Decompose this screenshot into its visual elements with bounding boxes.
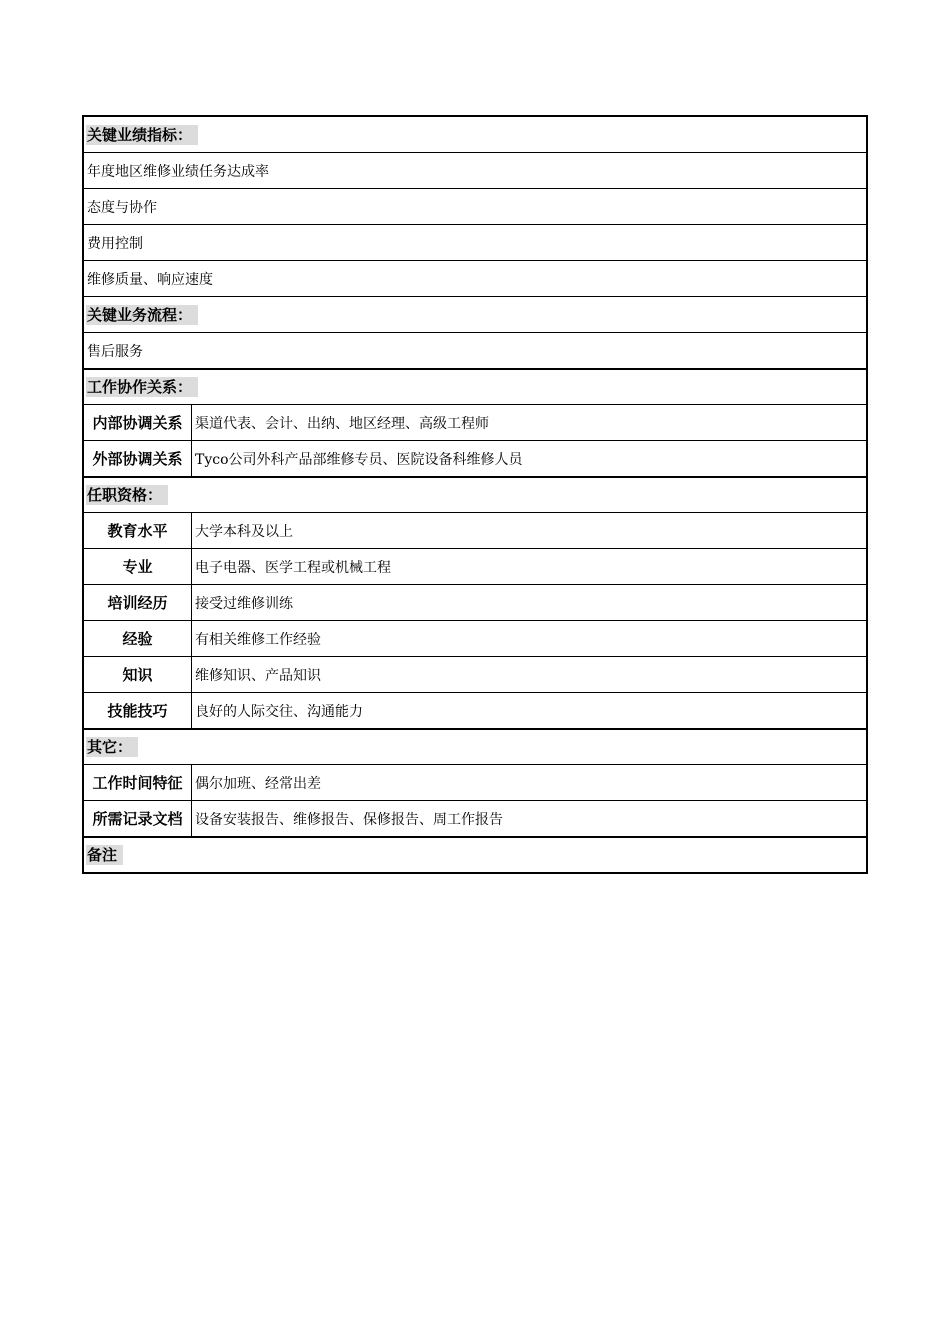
row-label: 知识 — [84, 657, 192, 692]
list-item — [84, 188, 866, 224]
section-title-other: 其它： — [86, 737, 138, 757]
table-row — [84, 512, 866, 548]
section-header-remarks — [84, 836, 866, 872]
process-item: 售后服务 — [87, 343, 143, 360]
row-value: 良好的人际交往、沟通能力 — [195, 703, 363, 720]
table-row — [84, 656, 866, 692]
section-header-qualifications — [84, 476, 866, 512]
section-title-remarks: 备注 — [86, 845, 123, 865]
row-label: 内部协调关系 — [84, 405, 192, 440]
list-item — [84, 224, 866, 260]
section-title-kpi: 关键业绩指标： — [86, 125, 198, 145]
section-title-qualifications: 任职资格： — [86, 485, 168, 505]
section-title-process: 关键业务流程： — [86, 305, 198, 325]
row-label: 教育水平 — [84, 513, 192, 548]
row-value: 渠道代表、会计、出纳、地区经理、高级工程师 — [195, 415, 489, 432]
row-label: 所需记录文档 — [84, 801, 192, 836]
row-label: 外部协调关系 — [84, 441, 192, 476]
table-row — [84, 404, 866, 440]
job-description-table — [82, 115, 868, 874]
section-header-process — [84, 296, 866, 332]
kpi-item: 年度地区维修业绩任务达成率 — [87, 163, 269, 180]
table-row — [84, 692, 866, 728]
row-value: 维修知识、产品知识 — [195, 667, 321, 684]
row-label: 专业 — [84, 549, 192, 584]
table-row — [84, 764, 866, 800]
section-header-relations — [84, 368, 866, 404]
kpi-item: 维修质量、响应速度 — [87, 271, 213, 288]
section-header-other — [84, 728, 866, 764]
row-value: 大学本科及以上 — [195, 523, 293, 540]
row-value: 电子电器、医学工程或机械工程 — [195, 559, 391, 576]
table-row — [84, 548, 866, 584]
kpi-item: 费用控制 — [87, 235, 143, 252]
row-value: 接受过维修训练 — [195, 595, 293, 612]
table-row — [84, 440, 866, 476]
row-value: 偶尔加班、经常出差 — [195, 775, 321, 792]
section-header-kpi — [84, 117, 866, 152]
section-title-relations: 工作协作关系： — [86, 377, 198, 397]
list-item — [84, 332, 866, 368]
kpi-item: 态度与协作 — [87, 199, 157, 216]
table-row — [84, 800, 866, 836]
row-label: 技能技巧 — [84, 693, 192, 728]
row-label: 工作时间特征 — [84, 765, 192, 800]
list-item — [84, 260, 866, 296]
row-label: 培训经历 — [84, 585, 192, 620]
row-value: Tyco公司外科产品部维修专员、医院设备科维修人员 — [195, 451, 523, 468]
row-label: 经验 — [84, 621, 192, 656]
row-value: 设备安装报告、维修报告、保修报告、周工作报告 — [195, 811, 503, 828]
table-row — [84, 584, 866, 620]
row-value: 有相关维修工作经验 — [195, 631, 321, 648]
table-row — [84, 620, 866, 656]
list-item — [84, 152, 866, 188]
